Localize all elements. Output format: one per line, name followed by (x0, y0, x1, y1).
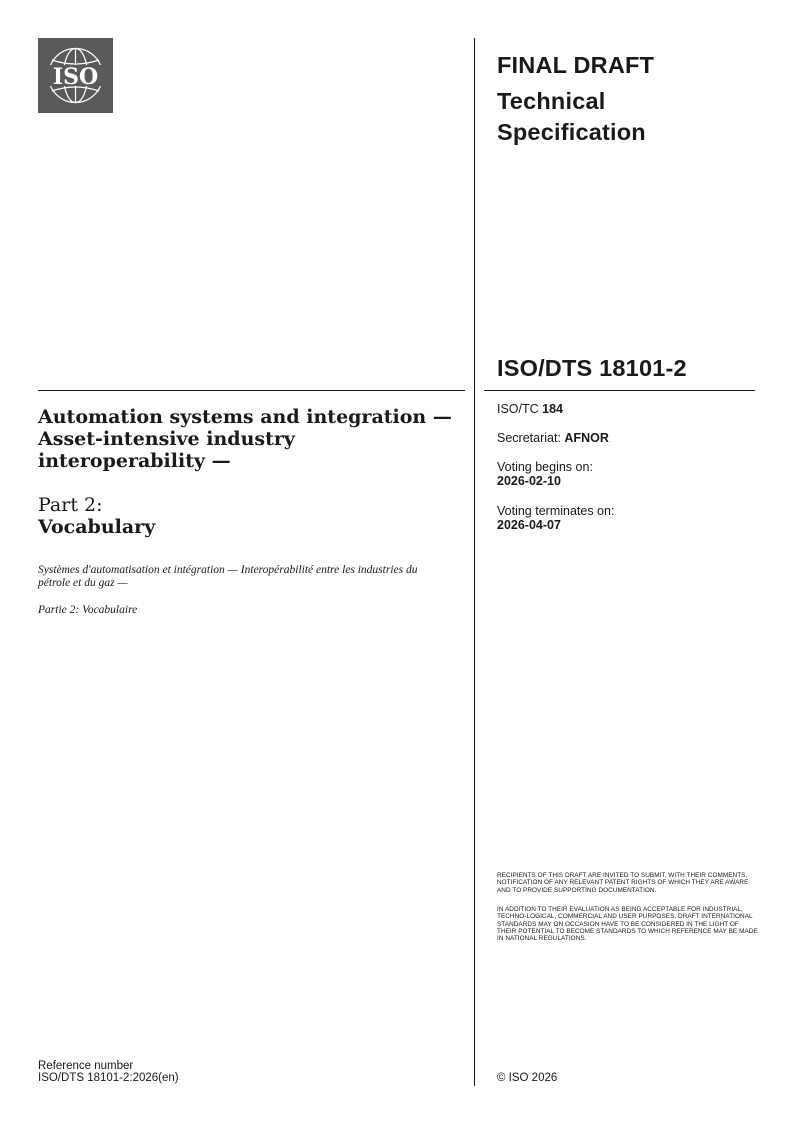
title-rule (38, 390, 465, 391)
notice-paragraph: RECIPIENTS OF THIS DRAFT ARE INVITED TO SUBMIT, WITH THEIR COMMENTS, NOTIFICATION OF ANY RELEVANT PATENT RIGHTS OF WHICH THEY ARE AWARE AND TO PROVIDE SUPPORTING DOCUMENTATION. (497, 872, 749, 894)
draft-stage: FINAL DRAFT (497, 52, 655, 78)
document-number: ISO/DTS 18101-2 (497, 355, 687, 381)
voting-terminates-date: 2026-04-07 (497, 518, 561, 532)
french-part-title: Partie 2: Vocabulaire (38, 604, 138, 616)
secretariat (497, 431, 609, 445)
tc-number: 184 (542, 402, 564, 416)
copyright: © ISO 2026 (497, 1072, 558, 1084)
iso-logo (38, 38, 113, 113)
tc-label: ISO/TC (497, 402, 539, 416)
voting-begins-date: 2026-02-10 (497, 474, 561, 488)
main-title: Automation systems and integration — Asset-intensive industry interoperability — (38, 406, 452, 472)
secretariat-label: Secretariat: (497, 431, 561, 445)
part-label: Part 2: (38, 494, 103, 516)
iso-globe-icon (38, 38, 113, 113)
document-type: Technical Specification (497, 88, 646, 145)
reference-number: ISO/DTS 18101-2:2026(en) (38, 1072, 179, 1084)
reference-label: Reference number (38, 1060, 134, 1072)
voting-begins-label: Voting begins on: (497, 460, 593, 474)
part-title: Vocabulary (38, 516, 156, 538)
notice-paragraph: IN ADDITION TO THEIR EVALUATION AS BEING ACCEPTABLE FOR INDUSTRIAL, TECHNO-LOGICAL, COMMERCIAL AND USER PURPOSES, DRAFT INTERNATIONAL STANDARDS MAY ON OCCASION HAVE TO BE CONSIDERED IN THE LIGHT OF THEIR POTENTIAL TO BECOME STANDARDS TO WHICH REFERENCE MAY BE MADE IN NATIONAL REGULATIONS. (497, 906, 758, 943)
voting-terminates-label: Voting terminates on: (497, 504, 615, 518)
iso-logo-text: ISO (52, 64, 99, 90)
secretariat-value: AFNOR (564, 431, 609, 445)
french-title: Systèmes d'automatisation et intégration — Interopérabilité entre les industries du pétrole et du gaz — (38, 564, 418, 589)
column-divider (474, 38, 475, 1086)
technical-committee (497, 402, 563, 416)
docnum-rule (484, 390, 755, 391)
